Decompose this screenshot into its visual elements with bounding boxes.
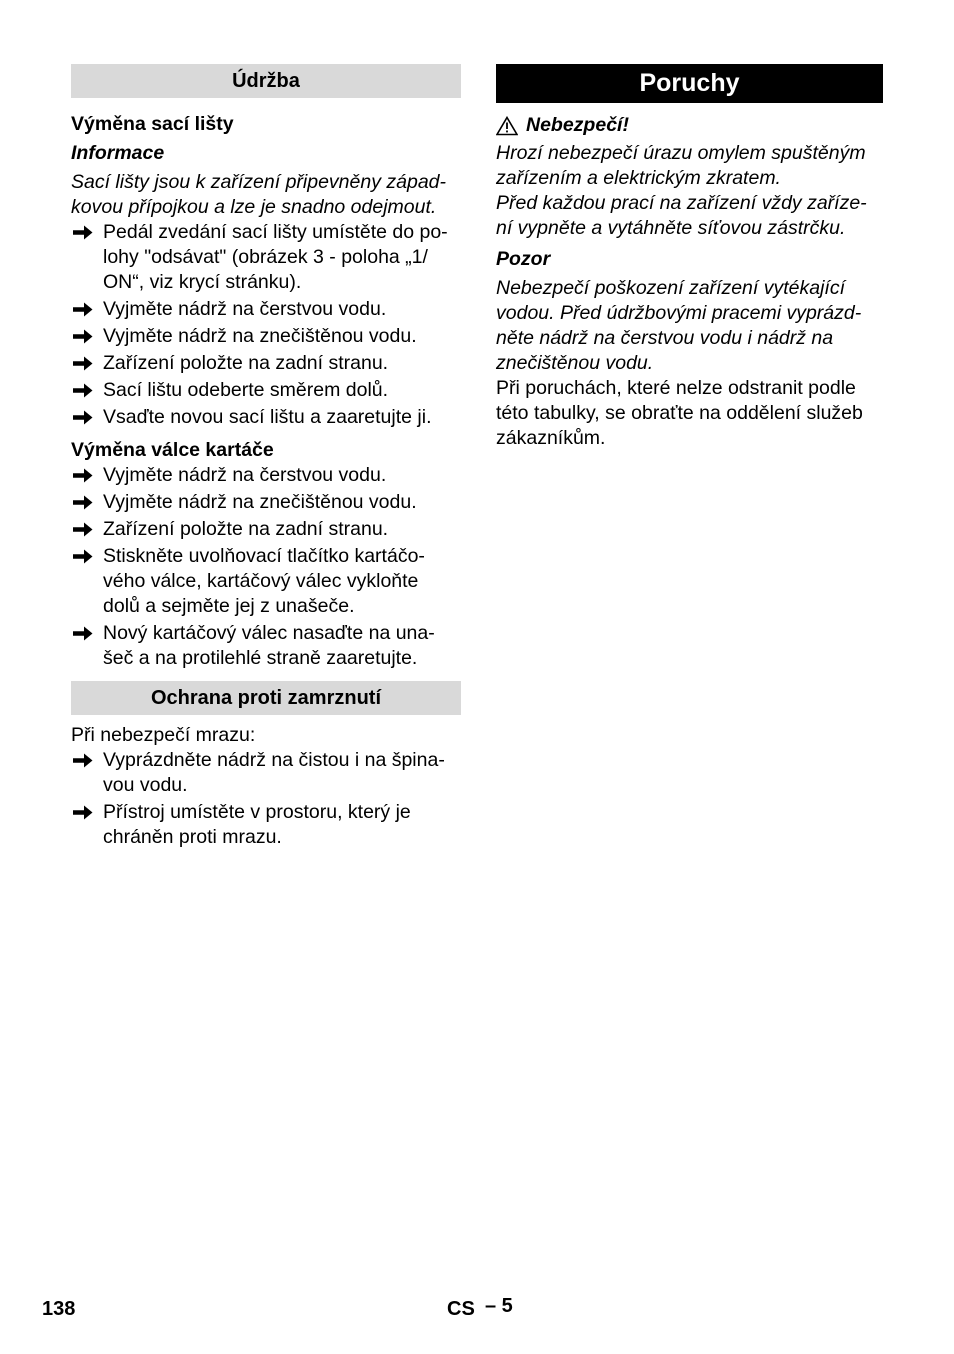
arrow-right-icon: [73, 383, 93, 398]
step-text-line: Vyjměte nádrž na čerstvou vodu.: [103, 464, 387, 486]
step-item: [71, 544, 461, 619]
info-label: Informace: [71, 142, 165, 164]
text-line: Nebezpečí poškození zařízení vytékající: [496, 277, 846, 299]
steps-list-valec: [71, 463, 461, 671]
step-item: [71, 351, 461, 376]
page-number: 138: [42, 1298, 76, 1320]
text-line: Při poruchách, které nelze odstranit podle: [496, 377, 856, 399]
steps-list-saci-lista: [71, 220, 461, 430]
step-item: [71, 621, 461, 671]
step-text-line: Pedál zvedání sací lišty umístěte do po-: [103, 221, 448, 243]
section-title-udrzba: Údržba: [71, 64, 461, 98]
step-text-line: lohy "odsávat" (obrázek 3 - poloha „1/: [103, 246, 428, 268]
text-line: znečištěnou vodu.: [496, 352, 654, 374]
caution-text: [496, 276, 883, 376]
step-text-line: Zařízení položte na zadní stranu.: [103, 518, 389, 540]
danger-text: [496, 141, 883, 241]
arrow-right-icon: [73, 549, 93, 564]
step-text-line: Zařízení položte na zadní stranu.: [103, 352, 389, 374]
text-line: této tabulky, se obraťte na oddělení služeb: [496, 402, 863, 424]
arrow-right-icon: [73, 329, 93, 344]
step-item: [71, 800, 461, 850]
info-line: kovou přípojkou a lze je snadno odejmout.: [71, 196, 437, 218]
arrow-right-icon: [73, 495, 93, 510]
right-column: [496, 64, 883, 451]
left-column: [71, 64, 461, 852]
step-text-line: ON“, viz krycí stránku).: [103, 271, 302, 293]
step-text-line: Vyjměte nádrž na čerstvou vodu.: [103, 298, 387, 320]
caution-label: Pozor: [496, 248, 551, 270]
arrow-right-icon: [73, 468, 93, 483]
step-text-line: Nový kartáčový válec nasaďte na una-: [103, 622, 435, 644]
steps-list-ochrana: [71, 748, 461, 850]
step-text-line: Vsaďte novou sací lištu a zaaretujte ji.: [103, 406, 432, 428]
step-text-line: Stiskněte uvolňovací tlačítko kartáčo-: [103, 545, 425, 567]
text-line: ní vypněte a vytáhněte síťovou zástrčku.: [496, 217, 846, 239]
arrow-right-icon: [73, 302, 93, 317]
step-text-line: chráněn proti mrazu.: [103, 826, 282, 848]
text-line: něte nádrž na čerstvou vodu i nádrž na: [496, 327, 834, 349]
arrow-right-icon: [73, 356, 93, 371]
step-item: [71, 490, 461, 515]
ochrana-intro: Při nebezpečí mrazu:: [71, 724, 256, 746]
step-text-line: dolů a sejměte jej z unašeče.: [103, 595, 355, 617]
step-text-line: šeč a na protilehlé straně zaaretujte.: [103, 647, 418, 669]
step-item: [71, 748, 461, 798]
step-text-line: Vyprázdněte nádrž na čistou i na špina-: [103, 749, 445, 771]
language-code: CS: [447, 1298, 475, 1320]
heading-vymena-saci-listy: Výměna sací lišty: [71, 113, 234, 135]
step-text-line: Přístroj umístěte v prostoru, který je: [103, 801, 411, 823]
section-page-number: – 5: [485, 1295, 513, 1317]
step-item: [71, 378, 461, 403]
section-title-poruchy: Poruchy: [496, 64, 883, 103]
step-text-line: vou vodu.: [103, 774, 188, 796]
warning-triangle-icon: [496, 116, 518, 136]
step-item: [71, 517, 461, 542]
arrow-right-icon: [73, 225, 93, 240]
step-item: [71, 220, 461, 295]
danger-heading: [496, 113, 883, 138]
text-line: Před každou prací na zařízení vždy zaříze-: [496, 192, 867, 214]
section-title-ochrana: Ochrana proti zamrznutí: [71, 681, 461, 715]
step-item: [71, 324, 461, 349]
step-item: [71, 463, 461, 488]
step-text-line: Vyjměte nádrž na znečištěnou vodu.: [103, 325, 417, 347]
heading-vymena-valce: Výměna válce kartáče: [71, 439, 274, 461]
danger-label: Nebezpečí!: [526, 114, 629, 136]
step-text-line: vého válce, kartáčový válec vykloňte: [103, 570, 419, 592]
text-line: zákazníkům.: [496, 427, 606, 449]
step-item: [71, 297, 461, 322]
arrow-right-icon: [73, 753, 93, 768]
step-item: [71, 405, 461, 430]
text-line: zařízením a elektrickým zkratem.: [496, 167, 781, 189]
step-text-line: Sací lištu odeberte směrem dolů.: [103, 379, 389, 401]
text-line: Hrozí nebezpečí úrazu omylem spuštěným: [496, 142, 866, 164]
arrow-right-icon: [73, 410, 93, 425]
arrow-right-icon: [73, 805, 93, 820]
info-line: Sací lišty jsou k zařízení připevněny západ-: [71, 171, 447, 193]
service-paragraph: [496, 376, 883, 451]
step-text-line: Vyjměte nádrž na znečištěnou vodu.: [103, 491, 417, 513]
text-line: vodou. Před údržbovými pracemi vyprázd-: [496, 302, 862, 324]
arrow-right-icon: [73, 522, 93, 537]
arrow-right-icon: [73, 626, 93, 641]
